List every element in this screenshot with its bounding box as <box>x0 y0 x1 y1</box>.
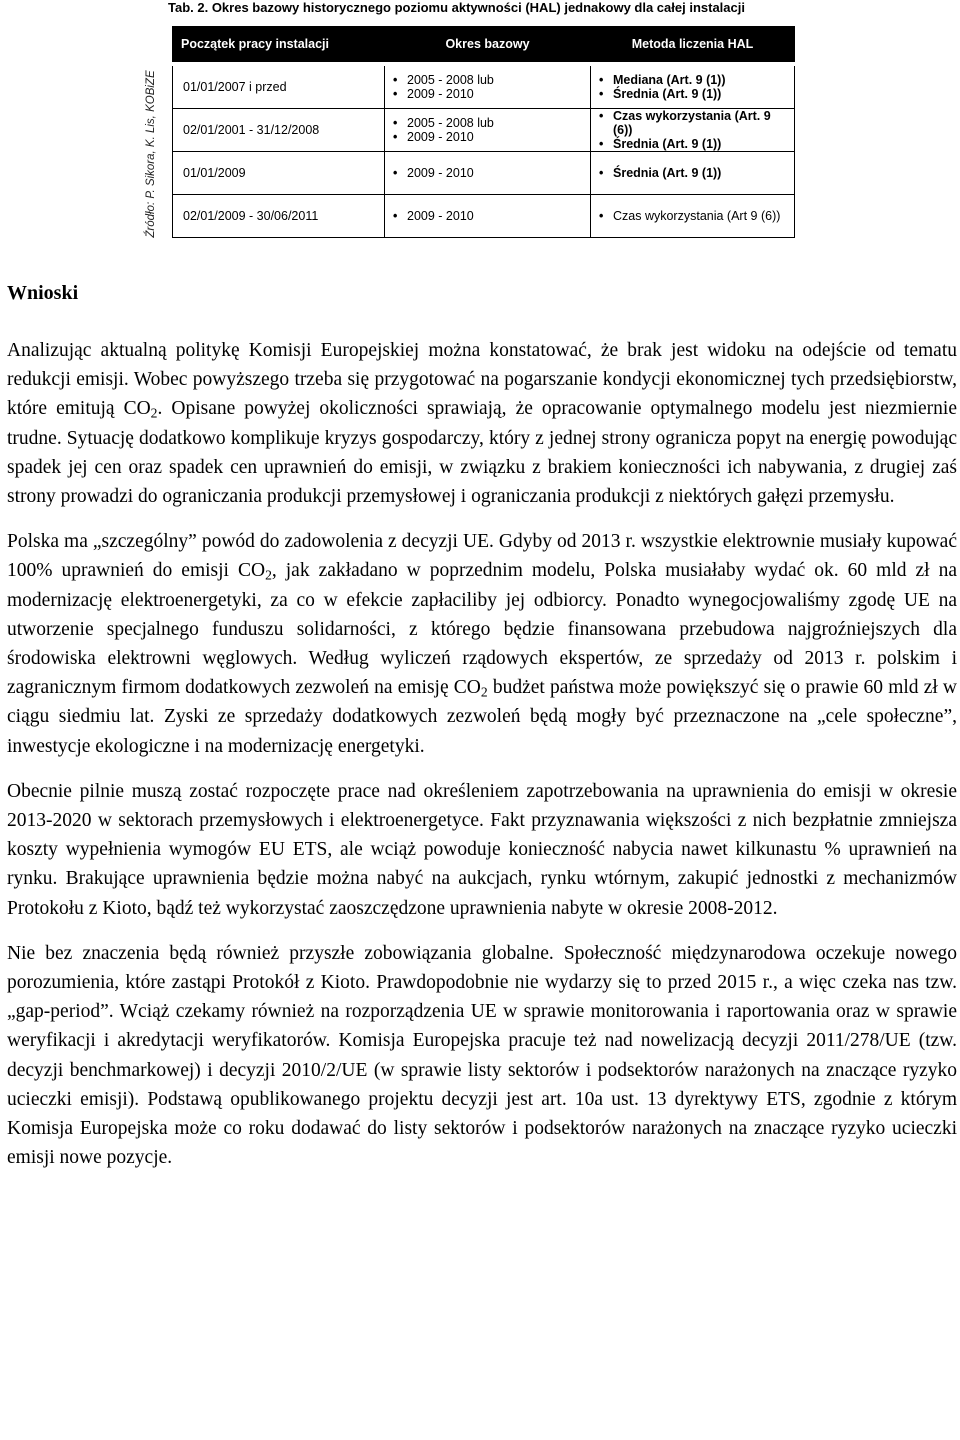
table-row <box>173 195 795 238</box>
cell-period <box>385 152 591 195</box>
bullet-icon: • <box>599 73 604 87</box>
paragraph-4: Nie bez znaczenia będą również przyszłe zobowiązania globalne. Społeczność międzynarodowa oczekuje nowego porozumienia, które zastąpi Protokół z Kioto. Prawdopodobnie nie wydarzy się to przed 2015 r., a więc czeka nas tzw. „gap-period”. Wciąż czekamy również na rozporządzenia UE w sprawie monitorowania i raportowania oraz w sprawie weryfikacji i akredytacji weryfikatorów. Komisja Europejska pracuje też nad nowelizacją decyzji 2011/278/UE (tzw. decyzji benchmarkowej) i decyzji 2010/2/UE (w sprawie listy sektorów i podsektorów narażonych na znaczące ryzyko ucieczki emisji). Podstawą opublikowanego projektu decyzji jest art. 10a ust. 13 dyrektywy ETS, zgodnie z którym Komisja Europejska może co roku dodawać do listy sektorów i podsektorów narażonych na znaczące ryzyko ucieczki emisji nowe pozycje. <box>7 942 957 1169</box>
figure-table-2 <box>140 0 800 250</box>
header-period: Okres bazowy <box>385 26 591 64</box>
bullet-icon: • <box>393 130 398 144</box>
figure-source-text: Źródło: P. Sikora, K. Lis, KOBiZE <box>145 70 157 238</box>
table-row <box>173 152 795 195</box>
method-line: • Czas wykorzystania (Art. 9 (6)) <box>599 109 771 137</box>
table-row <box>173 64 795 109</box>
paragraph-2: Polska ma „szczególny” powód do zadowolenia z decyzji UE. Gdyby od 2013 r. wszystkie elektrownie musiały kupować 100% uprawnień do emisji $CO_2$, jak zakładano w poprzednim modelu, Polska musiałaby wydać ok. 60 mld zł na modernizację elektroenergetyki, za co w efekcie zapłaciliby jej odbiorcy. Ponadto wynegocjowaliśmy zgodę UE na utworzenie specjalnego funduszu solidarności, z którego będzie finansowana przebudowa najgroźniejszych dla środowiska elektrowni węglowych. Według wyliczeń rządowych ekspertów, ze sprzedaży od 2013 r. polskim i zagranicznym firmom dodatkowych zezwoleń na emisję $CO_2$ budżet państwa może powiększyć się o prawie 60 mld zł w ciągu siedmiu lat. Zyski ze sprzedaży dodatkowych zezwoleń będą mogły być przeznaczone na „cele społeczne”, inwestycje ekologiczne i na modernizację energetyki. <box>7 531 957 757</box>
cell-period <box>385 195 591 238</box>
period-line: • 2005 - 2008 lub <box>393 116 494 130</box>
cell-method <box>591 152 795 195</box>
cell-start: 01/01/2007 i przed <box>173 64 385 109</box>
header-start: Początek pracy instalacji <box>173 26 385 64</box>
period-line: • 2009 - 2010 <box>393 209 474 223</box>
cell-method <box>591 195 795 238</box>
period-line: • 2009 - 2010 <box>393 87 474 101</box>
bullet-icon: • <box>393 87 398 101</box>
bullet-icon: • <box>393 116 398 130</box>
method-line: • Mediana (Art. 9 (1)) <box>599 73 726 87</box>
paragraph-3: Obecnie pilnie muszą zostać rozpoczęte prace nad określeniem zapotrzebowania na uprawnienia do emisji w okresie 2013-2020 w sektorach przemysłowych i elektroenergetyce. Fakt przyznawania większości z nich bezpłatnie zmniejsza koszty wypełnienia wymogów EU ETS, ale wciąż powoduje konieczność nabycia nawet kilkunastu % uprawnień na rynku. Brakujące uprawnienia będzie można nabyć na aukcjach, rynku wtórnym, zakupić jednostki z mechanizmów Protokołu z Kioto, bądź też wykorzystać zaoszczędzone uprawnienia nabyte w okresie 2008-2012. <box>7 780 957 919</box>
bullet-icon: • <box>599 109 604 123</box>
method-line: • Średnia (Art. 9 (1)) <box>599 137 722 151</box>
period-line: • 2009 - 2010 <box>393 130 474 144</box>
bullet-icon: • <box>599 209 604 223</box>
table-header-row <box>173 26 795 64</box>
bullet-icon: • <box>393 73 398 87</box>
header-method: Metoda liczenia HAL <box>591 26 795 64</box>
method-line: • Czas wykorzystania (Art 9 (6)) <box>599 209 781 223</box>
figure-source <box>140 62 162 246</box>
body-text <box>7 336 957 1188</box>
hal-table <box>172 26 795 238</box>
cell-start: 02/01/2001 - 31/12/2008 <box>173 109 385 152</box>
period-line: • 2005 - 2008 lub <box>393 73 494 87</box>
section-heading: Wnioski <box>7 282 79 304</box>
bullet-icon: • <box>393 166 398 180</box>
bullet-icon: • <box>599 166 604 180</box>
cell-period <box>385 109 591 152</box>
method-line: • Średnia (Art. 9 (1)) <box>599 166 722 180</box>
figure-caption: Tab. 2. Okres bazowy historycznego poziomu aktywności (HAL) jednakowy dla całej instalacji <box>168 0 745 15</box>
paragraph-1: Analizując aktualną politykę Komisji Europejskiej można konstatować, że brak jest widoku na odejście od tematu redukcji emisji. Wobec powyższego trzeba się przygotować na pogarszanie kondycji ekonomicznej tych przedsiębiorstw, które emitują $CO_2$. Opisane powyżej okoliczności sprawiają, że opracowanie optymalnego modelu jest niezmiernie trudne. Sytuację dodatkowo komplikuje kryzys gospodarczy, który z jednej strony ogranicza popyt na energię powodując spadek jej cen oraz spadek cen uprawnień do emisji, w związku z brakiem konieczności ich nabywania, z drugiej zaś strony prowadzi do ograniczania produkcji przemysłowej i ograniczania produkcji z niektórych gałęzi przemysłu. <box>7 340 957 508</box>
cell-period <box>385 64 591 109</box>
cell-method <box>591 64 795 109</box>
bullet-icon: • <box>393 209 398 223</box>
method-line: • Średnia (Art. 9 (1)) <box>599 87 722 101</box>
cell-start: 01/01/2009 <box>173 152 385 195</box>
bullet-icon: • <box>599 87 604 101</box>
table-row <box>173 109 795 152</box>
bullet-icon: • <box>599 137 604 151</box>
cell-method <box>591 109 795 152</box>
cell-start: 02/01/2009 - 30/06/2011 <box>173 195 385 238</box>
period-line: • 2009 - 2010 <box>393 166 474 180</box>
